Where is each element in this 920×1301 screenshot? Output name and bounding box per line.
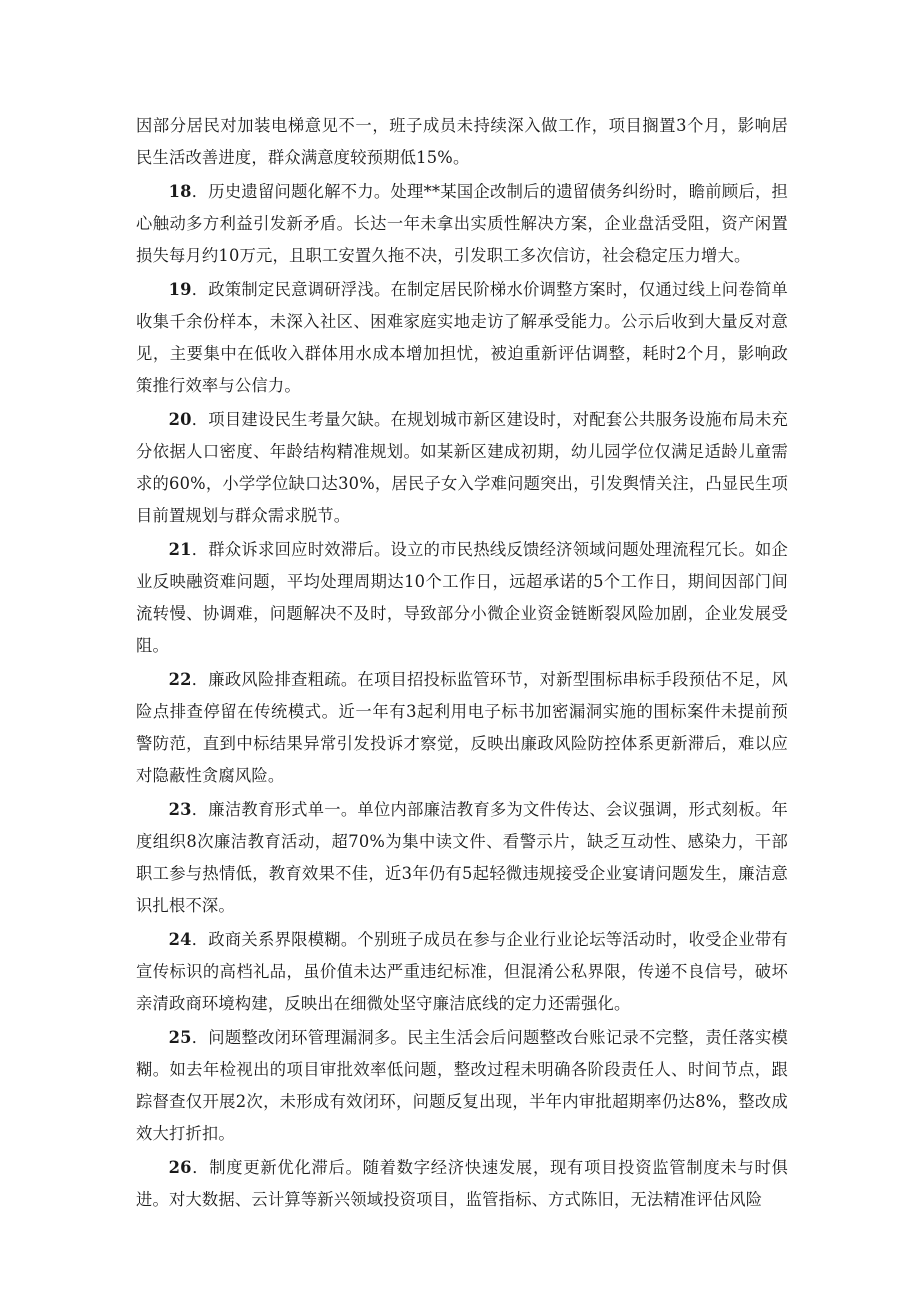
paragraph-24 [136, 924, 788, 1020]
paragraph-text: ．政商关系界限模糊。个别班子成员在参与企业行业论坛等活动时，收受企业带有宣传标识的高档礼品，虽价值未达严重违纪标准，但混淆公私界限，传递不良信号，破坏亲清政商环境构建，反映出在细微处坚守廉洁底线的定力还需强化。 [136, 930, 788, 1013]
paragraph-18 [136, 176, 788, 272]
paragraph-number: 26 [168, 1158, 192, 1177]
paragraph-number: 23 [168, 800, 192, 819]
paragraph-number: 21 [168, 540, 192, 559]
paragraph-number: 20 [168, 410, 192, 429]
paragraph-number: 25 [168, 1028, 192, 1047]
paragraph-number: 18 [168, 182, 192, 201]
paragraph-number: 19 [168, 280, 192, 299]
paragraph-text: ．项目建设民生考量欠缺。在规划城市新区建设时，对配套公共服务设施布局未充分依据人口密度、年龄结构精准规划。如某新区建成初期，幼儿园学位仅满足适龄儿童需求的60%，小学学位缺口达30%，居民子女入学难问题突出，引发舆情关注，凸显民生项目前置规划与群众需求脱节。 [136, 410, 788, 525]
paragraph-19 [136, 274, 788, 402]
paragraph-25 [136, 1022, 788, 1150]
paragraph-text: ．制度更新优化滞后。随着数字经济快速发展，现有项目投资监管制度未与时俱进。对大数据、云计算等新兴领域投资项目，监管指标、方式陈旧，无法精准评估风险 [136, 1158, 788, 1209]
paragraph-22 [136, 664, 788, 792]
document-body [136, 110, 788, 1218]
paragraph-text: ．历史遗留问题化解不力。处理**某国企改制后的遗留债务纠纷时，瞻前顾后，担心触动多方利益引发新矛盾。长达一年未拿出实质性解决方案，企业盘活受阻，资产闲置损失每月约10万元，且职工安置久拖不决，引发职工多次信访，社会稳定压力增大。 [136, 182, 788, 265]
paragraph-26 [136, 1152, 788, 1216]
paragraph-text: ．廉政风险排查粗疏。在项目招投标监管环节，对新型围标串标手段预估不足，风险点排查停留在传统模式。近一年有3起利用电子标书加密漏洞实施的围标案件未提前预警防范，直到中标结果异常引发投诉才察觉，反映出廉政风险防控体系更新滞后，难以应对隐蔽性贪腐风险。 [136, 670, 788, 785]
paragraph-number: 24 [168, 930, 192, 949]
paragraph-text: ．群众诉求回应时效滞后。设立的市民热线反馈经济领域问题处理流程冗长。如企业反映融资难问题，平均处理周期达10个工作日，远超承诺的5个工作日，期间因部门间流转慢、协调难，问题解决不及时，导致部分小微企业资金链断裂风险加剧，企业发展受阻。 [136, 540, 788, 655]
paragraph-text: ．问题整改闭环管理漏洞多。民主生活会后问题整改台账记录不完整，责任落实模糊。如去年检视出的项目审批效率低问题，整改过程未明确各阶段责任人、时间节点，跟踪督查仅开展2次，未形成有效闭环，问题反复出现，半年内审批超期率仍达8%，整改成效大打折扣。 [136, 1028, 788, 1143]
paragraph-20 [136, 404, 788, 532]
paragraph-text: 因部分居民对加装电梯意见不一，班子成员未持续深入做工作，项目搁置3个月，影响居民生活改善进度，群众满意度较预期低15%。 [136, 116, 788, 167]
paragraph-23 [136, 794, 788, 922]
paragraph-continued [136, 110, 788, 174]
paragraph-number: 22 [168, 670, 192, 689]
paragraph-21 [136, 534, 788, 662]
paragraph-text: ．政策制定民意调研浮浅。在制定居民阶梯水价调整方案时，仅通过线上问卷简单收集千余份样本，未深入社区、困难家庭实地走访了解承受能力。公示后收到大量反对意见，主要集中在低收入群体用水成本增加担忧，被迫重新评估调整，耗时2个月，影响政策推行效率与公信力。 [136, 280, 788, 395]
paragraph-text: ．廉洁教育形式单一。单位内部廉洁教育多为文件传达、会议强调，形式刻板。年度组织8次廉洁教育活动，超70%为集中读文件、看警示片，缺乏互动性、感染力，干部职工参与热情低，教育效果不佳，近3年仍有5起轻微违规接受企业宴请问题发生，廉洁意识扎根不深。 [136, 800, 788, 915]
